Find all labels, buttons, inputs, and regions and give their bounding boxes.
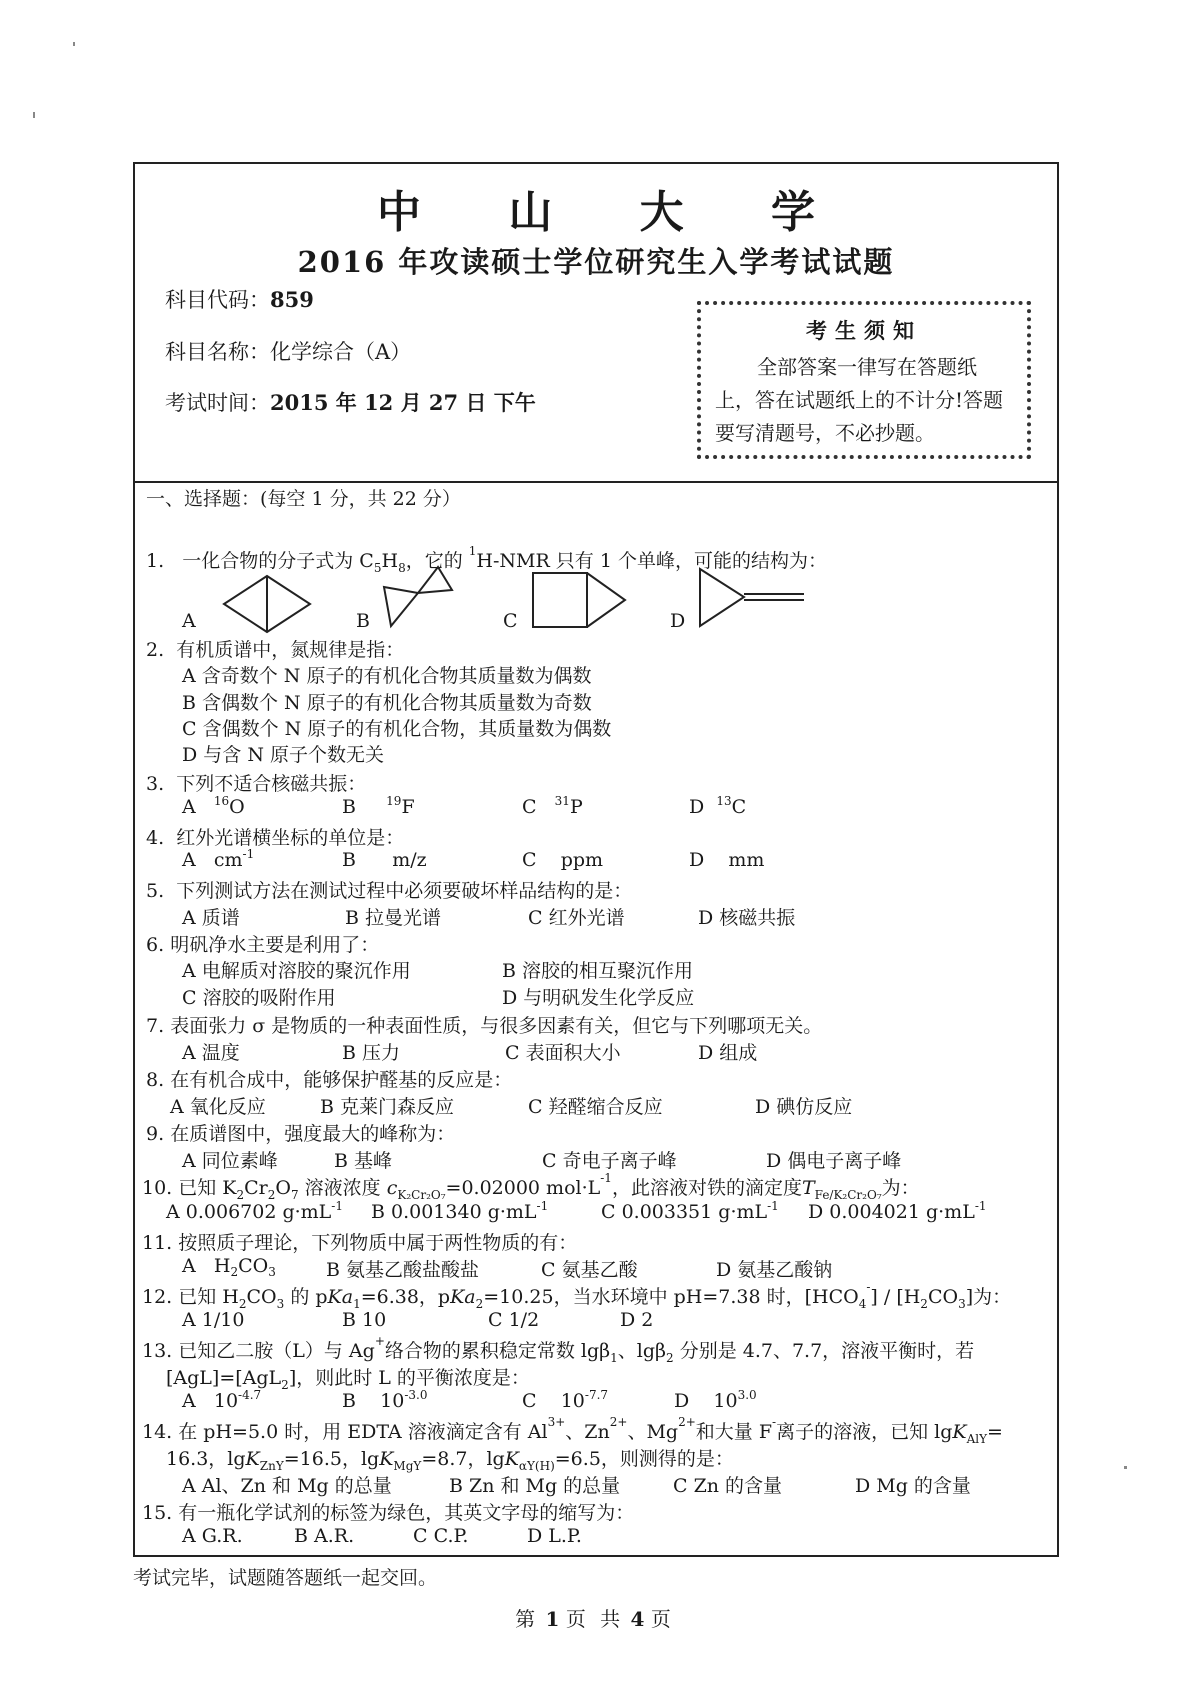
- q10-option-b: [371, 1201, 548, 1223]
- q1-option-d-label: D: [670, 610, 686, 632]
- option-letter: C: [522, 796, 537, 818]
- question-number: 4.: [146, 827, 165, 849]
- page-current: 1: [545, 1607, 560, 1631]
- q13-text: ]，则此时 L 的平衡浓度是：: [288, 1367, 530, 1389]
- option-text: A 0.006702 g·mL: [166, 1201, 332, 1223]
- question-14-line-2: [166, 1444, 734, 1471]
- q6-option-a: A 电解质对溶胶的聚沉作用: [182, 960, 411, 982]
- q11-option-c: C 氨基乙酸: [541, 1259, 638, 1281]
- option-letter: D: [689, 849, 705, 871]
- option-text: m/z: [392, 849, 427, 871]
- option-letter: D: [689, 796, 705, 818]
- option-sup: -1: [242, 847, 255, 861]
- q3-option-b: [342, 796, 415, 818]
- exam-time-row: [165, 387, 536, 417]
- q12-sub: 2: [238, 1297, 247, 1311]
- q1-structure-c: [530, 570, 630, 632]
- q10-text: O: [275, 1177, 291, 1199]
- q5-option-b: B 拉曼光谱: [345, 907, 442, 929]
- option-sup: -1: [767, 1199, 779, 1213]
- q2-text: 有机质谱中，氮规律是指：: [176, 639, 405, 661]
- option-sup: 16: [213, 794, 230, 808]
- question-14: [142, 1417, 1003, 1444]
- q14-sup: 2+: [678, 1415, 696, 1429]
- option-sub: 2: [230, 1265, 239, 1279]
- q14-text: =6.5，则测得的是：: [554, 1448, 734, 1470]
- q6-option-c: C 溶胶的吸附作用: [182, 987, 336, 1009]
- q14-sup: -: [772, 1415, 777, 1429]
- q11-option-d: D 氨基乙酸钠: [716, 1259, 833, 1281]
- q7-option-a: A 温度: [182, 1042, 240, 1064]
- q12-sub: 3: [958, 1297, 966, 1311]
- question-3: [146, 769, 366, 796]
- option-text: P: [569, 796, 583, 818]
- question-number: 15.: [142, 1502, 173, 1524]
- q7-option-d: D 组成: [698, 1042, 758, 1064]
- q12-sub: 2: [920, 1297, 928, 1311]
- q14-sub: αY(H): [518, 1459, 555, 1473]
- q14-text: 离子的溶液，已知 lg: [776, 1421, 953, 1443]
- q3-text: 下列不适合核磁共振：: [176, 773, 367, 795]
- question-number: 3.: [146, 773, 165, 795]
- q13-option-b: [342, 1390, 427, 1412]
- q14-option-a: A Al、Zn 和 Mg 的总量: [182, 1475, 392, 1497]
- q15-option-c: C C.P.: [413, 1525, 469, 1547]
- q14-text: =: [987, 1421, 1003, 1443]
- q14-text: 、Zn: [565, 1421, 610, 1443]
- scan-speck: [1124, 1466, 1127, 1469]
- q10-text: 已知 K: [178, 1177, 237, 1199]
- q10-text: 溶液浓度: [298, 1177, 387, 1199]
- subject-code-label: 科目代码：: [165, 288, 270, 312]
- q14-option-b: B Zn 和 Mg 的总量: [449, 1475, 621, 1497]
- q4-option-c: [522, 849, 603, 871]
- q12-text: CO: [927, 1286, 959, 1308]
- page-prefix: 第: [515, 1607, 540, 1631]
- question-number: 12.: [142, 1286, 173, 1308]
- q1-text: 一化合物的分子式为 C: [182, 550, 374, 572]
- option-letter: C: [522, 1390, 537, 1412]
- q2-option-a: A 含奇数个 N 原子的有机化合物其质量数为偶数: [182, 665, 592, 687]
- q10-sub: K₂Cr₂O₇: [397, 1188, 446, 1202]
- q13-text: 络合物的累积稳定常数 lgβ: [384, 1340, 611, 1362]
- q1-sub: 8: [398, 561, 406, 575]
- q14-sup: 3+: [547, 1415, 566, 1429]
- q12-option-b: B 10: [342, 1309, 387, 1331]
- q13-sub: 1: [610, 1351, 618, 1365]
- subject-code-row: [165, 284, 314, 314]
- question-number: 9.: [146, 1123, 165, 1145]
- option-letter: A: [182, 849, 196, 871]
- question-2: [146, 635, 404, 662]
- option-letter: A: [182, 796, 196, 818]
- q14-symbol: K: [504, 1448, 519, 1470]
- option-sub: 3: [268, 1265, 276, 1279]
- q10-text: =0.02000 mol·L: [445, 1177, 601, 1199]
- q2-option-d: D 与含 N 原子个数无关: [182, 744, 384, 766]
- option-text: C 0.003351 g·mL: [601, 1201, 768, 1223]
- q11-text: 按照质子理论，下列物质中属于两性物质的有：: [178, 1232, 578, 1254]
- q9-option-b: B 基峰: [334, 1150, 393, 1172]
- option-text: 10: [380, 1390, 405, 1412]
- q13-sub: 2: [281, 1378, 289, 1392]
- q2-option-b: B 含偶数个 N 原子的有机化合物其质量数为奇数: [182, 692, 592, 714]
- q14-text: =8.7，lg: [421, 1448, 505, 1470]
- q1-text: H-NMR 只有 1 个单峰，可能的结构为：: [476, 550, 827, 572]
- q9-option-a: A 同位素峰: [182, 1150, 278, 1172]
- option-letter: B: [342, 849, 356, 871]
- q9-text: 在质谱图中，强度最大的峰称为：: [170, 1123, 456, 1145]
- scan-speck: [33, 112, 35, 118]
- option-sup: -1: [536, 1199, 549, 1213]
- q8-option-a: A 氧化反应: [170, 1096, 266, 1118]
- q12-symbol: Ka: [327, 1286, 354, 1308]
- question-7: [146, 1011, 822, 1038]
- option-text: H: [213, 1255, 231, 1277]
- q15-option-d: D L.P.: [527, 1525, 582, 1547]
- q1-option-a-label: A: [182, 610, 196, 632]
- notice-body: 全部答案一律写在答题纸上，答在试题纸上的不计分!答题要写清题号，不必抄题。: [715, 355, 1004, 445]
- option-sup: -1: [331, 1199, 343, 1213]
- q12-text: ]为：: [965, 1286, 1012, 1308]
- scan-speck: [73, 42, 75, 46]
- q13-option-d: [674, 1390, 757, 1412]
- subject-name: 化学综合（A）: [270, 340, 412, 364]
- q10-option-c: [601, 1201, 779, 1223]
- q4-text: 红外光谱横坐标的单位是：: [176, 827, 405, 849]
- q10-option-d: [808, 1201, 987, 1223]
- q1-sup: 1: [468, 544, 477, 558]
- q12-text: 的 p: [284, 1286, 328, 1308]
- q12-sub: 3: [276, 1297, 285, 1311]
- q8-text: 在有机合成中，能够保护醛基的反应是：: [170, 1069, 513, 1091]
- question-11: [142, 1228, 577, 1255]
- q10-sup: -1: [600, 1171, 612, 1185]
- q5-option-d: D 核磁共振: [698, 907, 796, 929]
- option-text: ppm: [560, 849, 604, 871]
- exam-time-label: 考试时间：: [165, 391, 270, 415]
- university-name: 中 山 大 学: [377, 187, 851, 238]
- question-number: 7.: [146, 1015, 165, 1037]
- question-number: 10.: [142, 1177, 173, 1199]
- q1-text: H: [381, 550, 399, 572]
- question-8: [146, 1065, 512, 1092]
- q4-option-d: [689, 849, 764, 871]
- exam-time: 2015 年 12 月 27 日 下午: [270, 390, 536, 415]
- option-sup: -3.0: [404, 1388, 428, 1402]
- q12-text: CO: [246, 1286, 277, 1308]
- option-text: 10: [713, 1390, 738, 1412]
- option-sup: 31: [554, 794, 570, 808]
- subject-name-row: [165, 336, 411, 366]
- header-divider: [135, 481, 1057, 483]
- candidate-notice: [697, 301, 1031, 459]
- q3-option-c: [522, 796, 583, 818]
- option-sup: 19: [386, 794, 402, 808]
- q8-option-b: B 克莱门森反应: [320, 1096, 455, 1118]
- q7-text: 表面张力 σ 是物质的一种表面性质，与很多因素有关，但它与下列哪项无关。: [170, 1015, 823, 1037]
- q10-sub: 2: [236, 1188, 245, 1202]
- q12-option-c: C 1/2: [488, 1309, 540, 1331]
- q11-option-b: B 氨基乙酸盐酸盐: [326, 1259, 480, 1281]
- q14-text: =16.5，lg: [283, 1448, 380, 1470]
- option-text: B 0.001340 g·mL: [371, 1201, 537, 1223]
- q12-text: 已知 H: [178, 1286, 239, 1308]
- q11-option-a: [182, 1255, 276, 1277]
- q7-option-b: B 压力: [342, 1042, 401, 1064]
- option-text: O: [229, 796, 245, 818]
- q6-text: 明矾净水主要是利用了：: [170, 934, 380, 956]
- question-4: [146, 823, 404, 850]
- subject-code: 859: [270, 287, 314, 312]
- option-letter: A: [182, 1255, 196, 1277]
- q12-symbol: Ka: [450, 1286, 476, 1308]
- question-9: [146, 1119, 455, 1146]
- question-number: 5.: [146, 880, 165, 902]
- option-text: mm: [728, 849, 765, 871]
- page-suffix: 页: [650, 1607, 675, 1631]
- q7-option-c: C 表面积大小: [505, 1042, 621, 1064]
- q5-text: 下列测试方法在测试过程中必须要破坏样品结构的是：: [176, 880, 633, 902]
- question-number: 6.: [146, 934, 165, 956]
- q12-sub: 4: [858, 1297, 867, 1311]
- option-sup: -1: [974, 1199, 987, 1213]
- option-letter: B: [342, 796, 356, 818]
- q13-text: [AgL]=[AgL: [166, 1367, 282, 1389]
- q14-text: 和大量 F: [695, 1421, 773, 1443]
- q14-symbol: K: [952, 1421, 967, 1443]
- q14-symbol: K: [245, 1448, 260, 1470]
- q10-symbol: c: [386, 1177, 398, 1199]
- q5-option-c: C 红外光谱: [528, 907, 625, 929]
- q10-text: 为：: [881, 1177, 920, 1199]
- option-text: 10: [560, 1390, 585, 1412]
- q13-option-a: [182, 1390, 261, 1412]
- q14-sub: AlY: [966, 1432, 987, 1446]
- q1-sub: 5: [373, 561, 382, 575]
- q13-text: 已知乙二胺（L）与 Ag: [178, 1340, 375, 1362]
- q12-sub: 2: [475, 1297, 484, 1311]
- option-sup: 13: [716, 794, 732, 808]
- q14-option-c: C Zn 的含量: [673, 1475, 783, 1497]
- q10-option-a: [166, 1201, 343, 1223]
- q14-option-d: D Mg 的含量: [855, 1475, 971, 1497]
- q14-symbol: K: [379, 1448, 394, 1470]
- q13-sub: 2: [666, 1351, 674, 1365]
- question-number: 13.: [142, 1340, 173, 1362]
- option-text: cm: [213, 849, 243, 871]
- option-text: D 0.004021 g·mL: [808, 1201, 975, 1223]
- page-total: 4: [630, 1607, 645, 1631]
- q1-option-b-label: B: [356, 610, 370, 632]
- q8-option-c: C 羟醛缩合反应: [528, 1096, 663, 1118]
- question-5: [146, 876, 632, 903]
- q4-option-b: [342, 849, 427, 871]
- q3-option-a: [182, 796, 245, 818]
- q10-text: ，此溶液对铁的滴定度: [611, 1177, 802, 1199]
- question-number: 11.: [142, 1232, 173, 1254]
- q12-text: =10.25，当水环境中 pH=7.38 时，[HCO: [483, 1286, 859, 1308]
- q4-option-a: [182, 849, 254, 871]
- option-letter: D: [674, 1390, 690, 1412]
- q13-text: 分别是 4.7、7.7，溶液平衡时，若: [673, 1340, 975, 1362]
- section-title: 一、选择题：(每空 1 分，共 22 分）: [146, 488, 461, 510]
- q14-sub: MgY: [393, 1459, 422, 1473]
- q10-sub: 7: [290, 1188, 299, 1202]
- page-number: [0, 1603, 1190, 1632]
- q10-text: Cr: [244, 1177, 268, 1199]
- q12-option-a: A 1/10: [182, 1309, 245, 1331]
- q10-symbol: T: [801, 1177, 815, 1199]
- q14-text: 16.3，lg: [166, 1448, 246, 1470]
- q6-option-d: D 与明矾发生化学反应: [502, 987, 695, 1009]
- option-text: 10: [213, 1390, 239, 1412]
- option-sup: -7.7: [584, 1388, 609, 1402]
- question-number: 8.: [146, 1069, 165, 1091]
- q15-option-a: A G.R.: [182, 1525, 243, 1547]
- q12-sup: -: [866, 1280, 871, 1294]
- question-number: 2.: [146, 639, 165, 661]
- option-text: C: [731, 796, 747, 818]
- question-13: [142, 1336, 974, 1363]
- q15-text: 有一瓶化学试剂的标签为绿色，其英文字母的缩写为：: [178, 1502, 635, 1524]
- q1-structure-a: [220, 573, 315, 635]
- option-letter: C: [522, 849, 537, 871]
- q10-sub: Fe/K₂Cr₂O₇: [814, 1188, 882, 1202]
- q12-text: ] / [H: [870, 1286, 921, 1308]
- q5-option-a: A 质谱: [182, 907, 240, 929]
- q14-text: 、Mg: [627, 1421, 679, 1443]
- question-12: [142, 1282, 1011, 1309]
- subject-name-label: 科目名称：: [165, 340, 270, 364]
- q3-option-d: [689, 796, 746, 818]
- q6-option-b: B 溶胶的相互聚沉作用: [502, 960, 694, 982]
- question-6: [146, 930, 379, 957]
- q10-sub: 2: [267, 1188, 276, 1202]
- q14-text: 在 pH=5.0 时，用 EDTA 溶液滴定含有 Al: [178, 1421, 548, 1443]
- q12-option-d: D 2: [620, 1309, 654, 1331]
- question-number: 1.: [146, 550, 165, 572]
- question-13-line-2: [166, 1363, 530, 1390]
- q1-option-c-label: C: [503, 610, 518, 632]
- q1-structure-d: [696, 566, 808, 632]
- q1-text: ，它的: [405, 550, 469, 572]
- page-mid: 页 共: [565, 1607, 625, 1631]
- question-15: [142, 1498, 634, 1525]
- q2-option-c: C 含偶数个 N 原子的有机化合物，其质量数为偶数: [182, 718, 612, 740]
- q1-structure-b: [378, 563, 460, 631]
- q15-option-b: B A.R.: [294, 1525, 355, 1547]
- notice-title: 考生须知: [806, 318, 922, 343]
- q12-sub: 1: [353, 1297, 361, 1311]
- option-letter: A: [182, 1390, 196, 1412]
- option-text: F: [401, 796, 415, 818]
- question-10: [142, 1173, 920, 1200]
- option-text: CO: [238, 1255, 269, 1277]
- question-number: 14.: [142, 1421, 173, 1443]
- option-sup: 3.0: [737, 1388, 757, 1402]
- q9-option-c: C 奇电子离子峰: [542, 1150, 677, 1172]
- q13-option-c: [522, 1390, 608, 1412]
- q13-text: 、lgβ: [617, 1340, 667, 1362]
- q12-text: =6.38，p: [360, 1286, 451, 1308]
- q14-sub: ZnY: [259, 1459, 284, 1473]
- option-letter: B: [342, 1390, 356, 1412]
- exam-title: 2016 年攻读硕士学位研究生入学考试试题: [297, 245, 895, 279]
- option-sup: -4.7: [238, 1388, 262, 1402]
- q8-option-d: D 碘仿反应: [755, 1096, 853, 1118]
- q9-option-d: D 偶电子离子峰: [766, 1150, 902, 1172]
- footer-note: 考试完毕，试题随答题纸一起交回。: [133, 1567, 438, 1589]
- q13-sup: +: [374, 1334, 385, 1348]
- q14-sup: 2+: [609, 1415, 628, 1429]
